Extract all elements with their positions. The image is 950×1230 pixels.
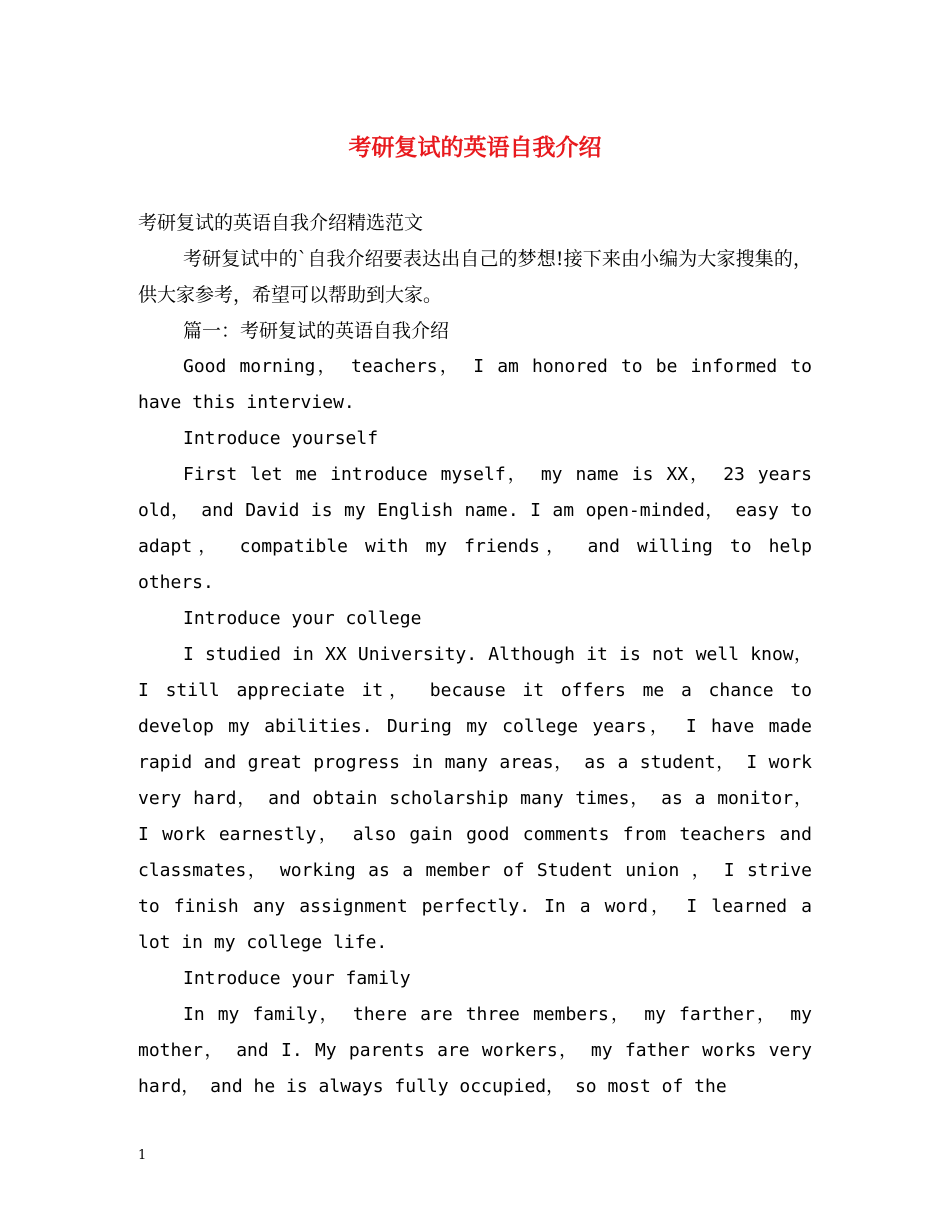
college-paragraph: I studied in XX University. Although it is not well know， I still appreciate it， because it offers me a chance to develop my abilities. During my college years， I have made rapid and great progress in many areas， as a student， I work very hard， and obtain scholarship many times， as a monitor， I work earnestly， also gain good comments from teachers and classmates， working as a member of Student union ， I strive to finish any assignment perfectly. In a word， I learned a lot in my college life. bbox=[138, 644, 812, 953]
intro-paragraph: 考研复试中的`自我介绍要表达出自己的梦想!接下来由小编为大家搜集的，供大家参考，希望可以帮助到大家。 bbox=[138, 248, 812, 306]
page-number: 1 bbox=[138, 1148, 147, 1163]
subheading-college: Introduce your college bbox=[183, 608, 422, 629]
subheading-family: Introduce your family bbox=[183, 968, 411, 989]
document-title: 考研复试的英语自我介绍 bbox=[348, 134, 602, 161]
section-heading: 篇一：考研复试的英语自我介绍 bbox=[183, 320, 450, 342]
family-paragraph: In my family， there are three members， my farther， my mother， and I. My parents are workers， my father works very hard， and he is always fully occupied， so most of the bbox=[138, 1004, 812, 1097]
greeting-paragraph: Good morning， teachers， I am honored to be informed to have this interview. bbox=[138, 356, 812, 413]
subheading-yourself: Introduce yourself bbox=[183, 428, 379, 449]
document-body bbox=[138, 205, 812, 1105]
subtitle-paragraph: 考研复试的英语自我介绍精选范文 bbox=[138, 212, 424, 234]
yourself-paragraph: First let me introduce myself， my name is XX， 23 years old， and David is my English name. I am open-minded， easy to adapt， compatible with my friends， and willing to help others. bbox=[138, 464, 812, 593]
